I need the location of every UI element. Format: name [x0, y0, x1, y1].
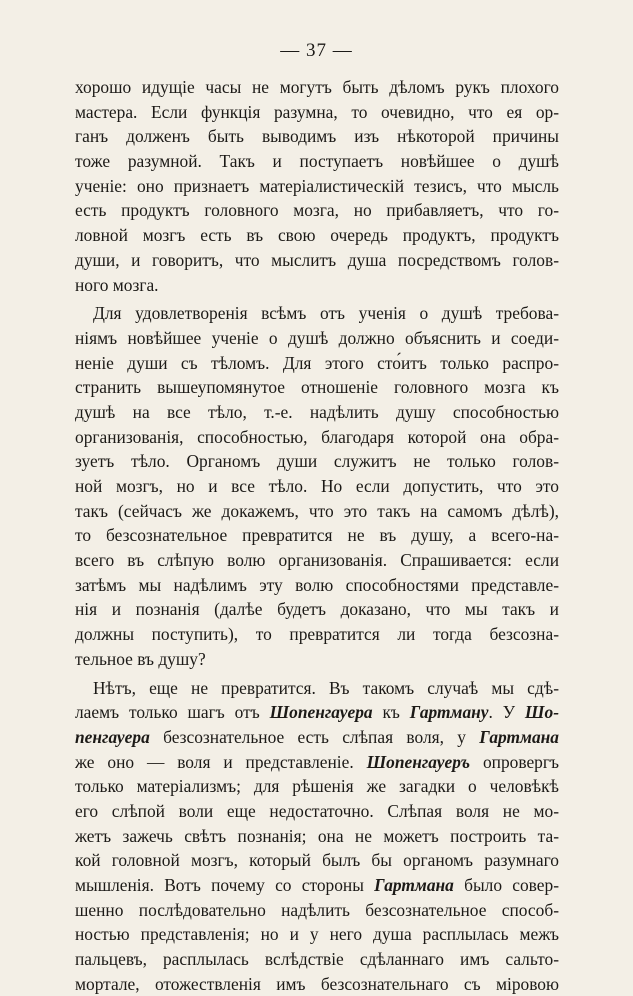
- text-line: хорошо идущіе часы не могутъ быть дѣломъ рукъ плохого: [75, 77, 559, 97]
- text-line: ной мозгъ, но и все тѣло. Но если допустить, что это: [75, 476, 559, 496]
- text-line: неніе души съ тѣломъ. Для этого сто́итъ только распро-: [75, 352, 559, 373]
- text-line: Нѣтъ, еще не превратится. Въ такомъ случаѣ мы сдѣ-: [93, 677, 559, 698]
- text-line: такъ (сейчасъ же докажемъ, что это такъ на самомъ дѣлѣ),: [75, 500, 559, 521]
- text-line: то безсознательное превратится не въ душу, а всего-на-: [75, 525, 559, 546]
- text-line: ганъ долженъ быть выводимъ изъ нѣкоторой причины: [75, 126, 559, 147]
- name-emphasis: Шо-: [524, 702, 559, 723]
- name-emphasis: Гартману: [409, 702, 489, 723]
- text-line: шенно послѣдовательно надѣлить безсознательное способ-: [75, 899, 559, 920]
- text-line: [75, 725, 559, 750]
- text-line: есть продуктъ головного мозга, но прибавляетъ, что го-: [75, 200, 559, 221]
- text-run: къ: [372, 702, 410, 723]
- text-line: Для удовлетворенія всѣмъ отъ ученія о душѣ требова-: [93, 303, 559, 324]
- text-run: лаемъ только шагъ отъ: [75, 702, 270, 723]
- text-run: же оно — воля и представленіе.: [75, 751, 367, 772]
- text-line: затѣмъ мы надѣлимъ эту волю способностями представле-: [75, 574, 559, 595]
- text-line: мортале, отожествленія имъ безсознательнаго съ міровою: [75, 973, 559, 994]
- text-line: [75, 700, 559, 725]
- name-emphasis: Шопенгауеръ: [366, 751, 471, 772]
- text-line: тельное въ душу?: [75, 648, 206, 669]
- text-line: ного мозга.: [75, 274, 159, 295]
- text-line: всего въ слѣпую волю организованія. Спрашивается: если: [75, 550, 559, 571]
- text-block: [75, 75, 559, 996]
- name-emphasis: Гартмана: [374, 875, 454, 895]
- text-run: мышленія. Вотъ почему со стороны: [75, 875, 375, 895]
- text-line: организованія, способностью, благодаря которой она обра-: [75, 426, 559, 447]
- text-line: кой головной мозгъ, который былъ бы органомъ разумнаго: [75, 850, 559, 871]
- text-line: ученіе: оно признаетъ матеріалистическій тезисъ, что мысль: [75, 175, 559, 196]
- text-run: безсознательное есть слѣпая воля, у: [149, 726, 480, 747]
- text-line: тоже разумной. Такъ и поступаетъ новѣйшее о душѣ: [75, 151, 559, 172]
- text-line: пальцевъ, расплылась вслѣдствіе сдѣланнаго имъ сальто-: [75, 949, 559, 970]
- text-run: было совер-: [453, 875, 559, 895]
- name-emphasis: Гартмана: [479, 726, 559, 747]
- name-emphasis: Шопенгауера: [269, 702, 373, 723]
- text-run: . У: [488, 702, 525, 723]
- text-line: [75, 750, 559, 775]
- text-line: душѣ на все тѣло, т.-е. надѣлить душу способностью: [75, 401, 559, 422]
- text-line: странить вышеупомянутое отношеніе головного мозга къ: [75, 377, 559, 398]
- text-run: опровергъ: [470, 751, 559, 772]
- text-line: жетъ зажечь свѣтъ познанія; она не можетъ построить та-: [75, 825, 559, 846]
- text-line: мастера. Если функція разумна, то очевидно, что ея ор-: [75, 101, 559, 122]
- text-line: должны поступить), то превратится ли тогда безсозна-: [75, 624, 559, 645]
- text-line: только матеріализмъ; для рѣшенія же загадки о человѣкѣ: [75, 776, 559, 797]
- text-line: нія и познанія (далѣе будетъ доказано, что мы такъ и: [75, 599, 559, 620]
- text-line: зуетъ тѣло. Органомъ души служитъ не только голов-: [75, 451, 559, 472]
- name-emphasis: пенгауера: [75, 726, 150, 747]
- page-number: — 37 —: [280, 40, 353, 61]
- text-line: ностью представленія; но и у него душа расплылась межъ: [75, 924, 559, 945]
- text-line: ніямъ новѣйшее ученіе о душѣ должно объяснить и соеди-: [75, 327, 559, 348]
- text-line: ловной мозгъ есть въ свою очередь продуктъ, продуктъ: [75, 225, 559, 246]
- text-line: его слѣпой воли еще недостаточно. Слѣпая воля не мо-: [75, 800, 559, 821]
- text-line: [75, 873, 559, 898]
- text-line: души, и говоритъ, что мыслитъ душа посредствомъ голов-: [75, 249, 559, 270]
